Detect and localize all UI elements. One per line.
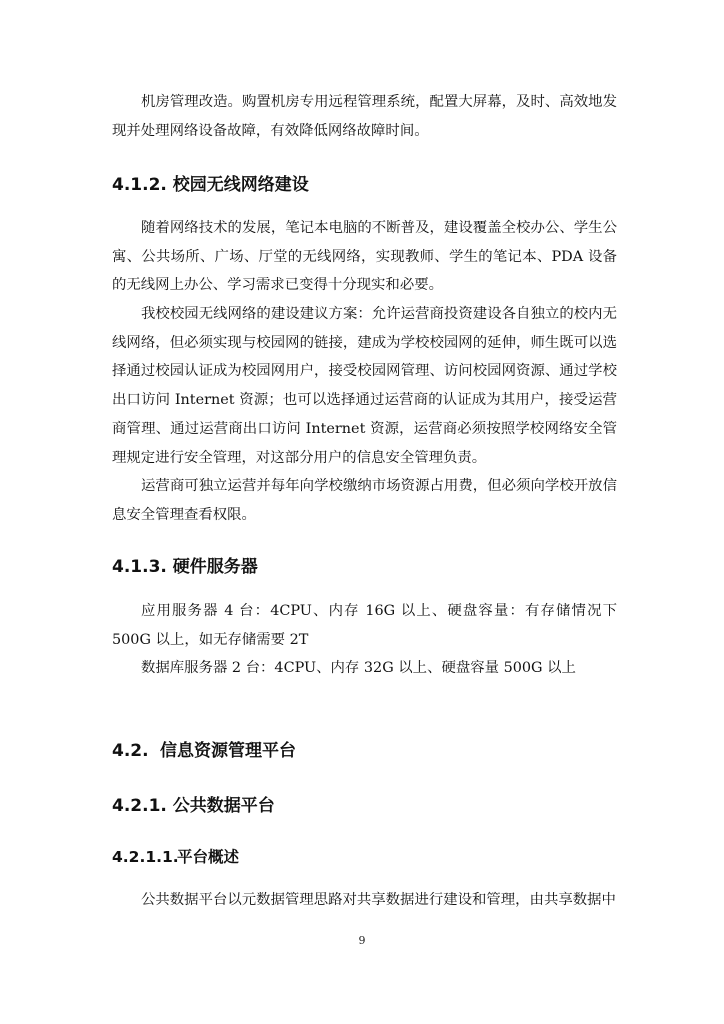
heading-title: 信息资源管理平台 — [160, 741, 296, 761]
heading-4-2-1: 4.2.1. 公共数据平台 — [112, 796, 275, 816]
paragraph-operator-fee: 运营商可独立运营并每年向学校缴纳市场资源占用费，但必须向学校开放信息安全管理查看权限。 — [112, 478, 617, 523]
paragraph-platform-overview: 公共数据平台以元数据管理思路对共享数据进行建设和管理，由共享数据中 — [141, 892, 616, 908]
paragraph-app-server: 应用服务器 4 台：4CPU、内存 16G 以上、硬盘容量：有存储情况下 500G 以上，如无存储需要 2T — [112, 603, 617, 648]
heading-title: 平台概述 — [177, 848, 240, 866]
heading-4-2 — [112, 736, 296, 761]
page-number: 9 — [358, 934, 366, 947]
heading-4-2-1-1 — [112, 845, 239, 867]
paragraph-wireless-plan: 我校校园无线网络的建设建议方案：允许运营商投资建设各自独立的校内无线网络，但必须实现与校园网的链接，建成为学校校园网的延伸，师生既可以选择通过校园认证成为校园网用户，接受校园网管理、访问校园网资源、通过学校出口访问 Internet 资源；也可以选择通过运营商的认证成为其用户，接受运营商管理、通过运营商出口访问 Internet 资源，运营商必须按照学校网络安全管理规定进行安全管理，对这部分用户的信息安全管理负责。 — [112, 306, 617, 466]
paragraph-wireless-intro: 随着网络技术的发展，笔记本电脑的不断普及，建设覆盖全校办公、学生公寓、公共场所、广场、厅堂的无线网络，实现教师、学生的笔记本、PDA 设备的无线网上办公、学习需求已变得十分现实和必要。 — [112, 220, 617, 294]
heading-number: 4.2. — [112, 741, 149, 761]
heading-4-1-2: 4.1.2. 校园无线网络建设 — [112, 175, 309, 195]
paragraph-machine-room: 机房管理改造。购置机房专用远程管理系统，配置大屏幕，及时、高效地发现并处理网络设备故障，有效降低网络故障时间。 — [112, 94, 617, 139]
heading-4-1-3: 4.1.3. 硬件服务器 — [112, 557, 258, 577]
heading-number: 4.2.1.1. — [112, 848, 179, 866]
paragraph-db-server: 数据库服务器 2 台：4CPU、内存 32G 以上、硬盘容量 500G 以上 — [141, 660, 576, 676]
